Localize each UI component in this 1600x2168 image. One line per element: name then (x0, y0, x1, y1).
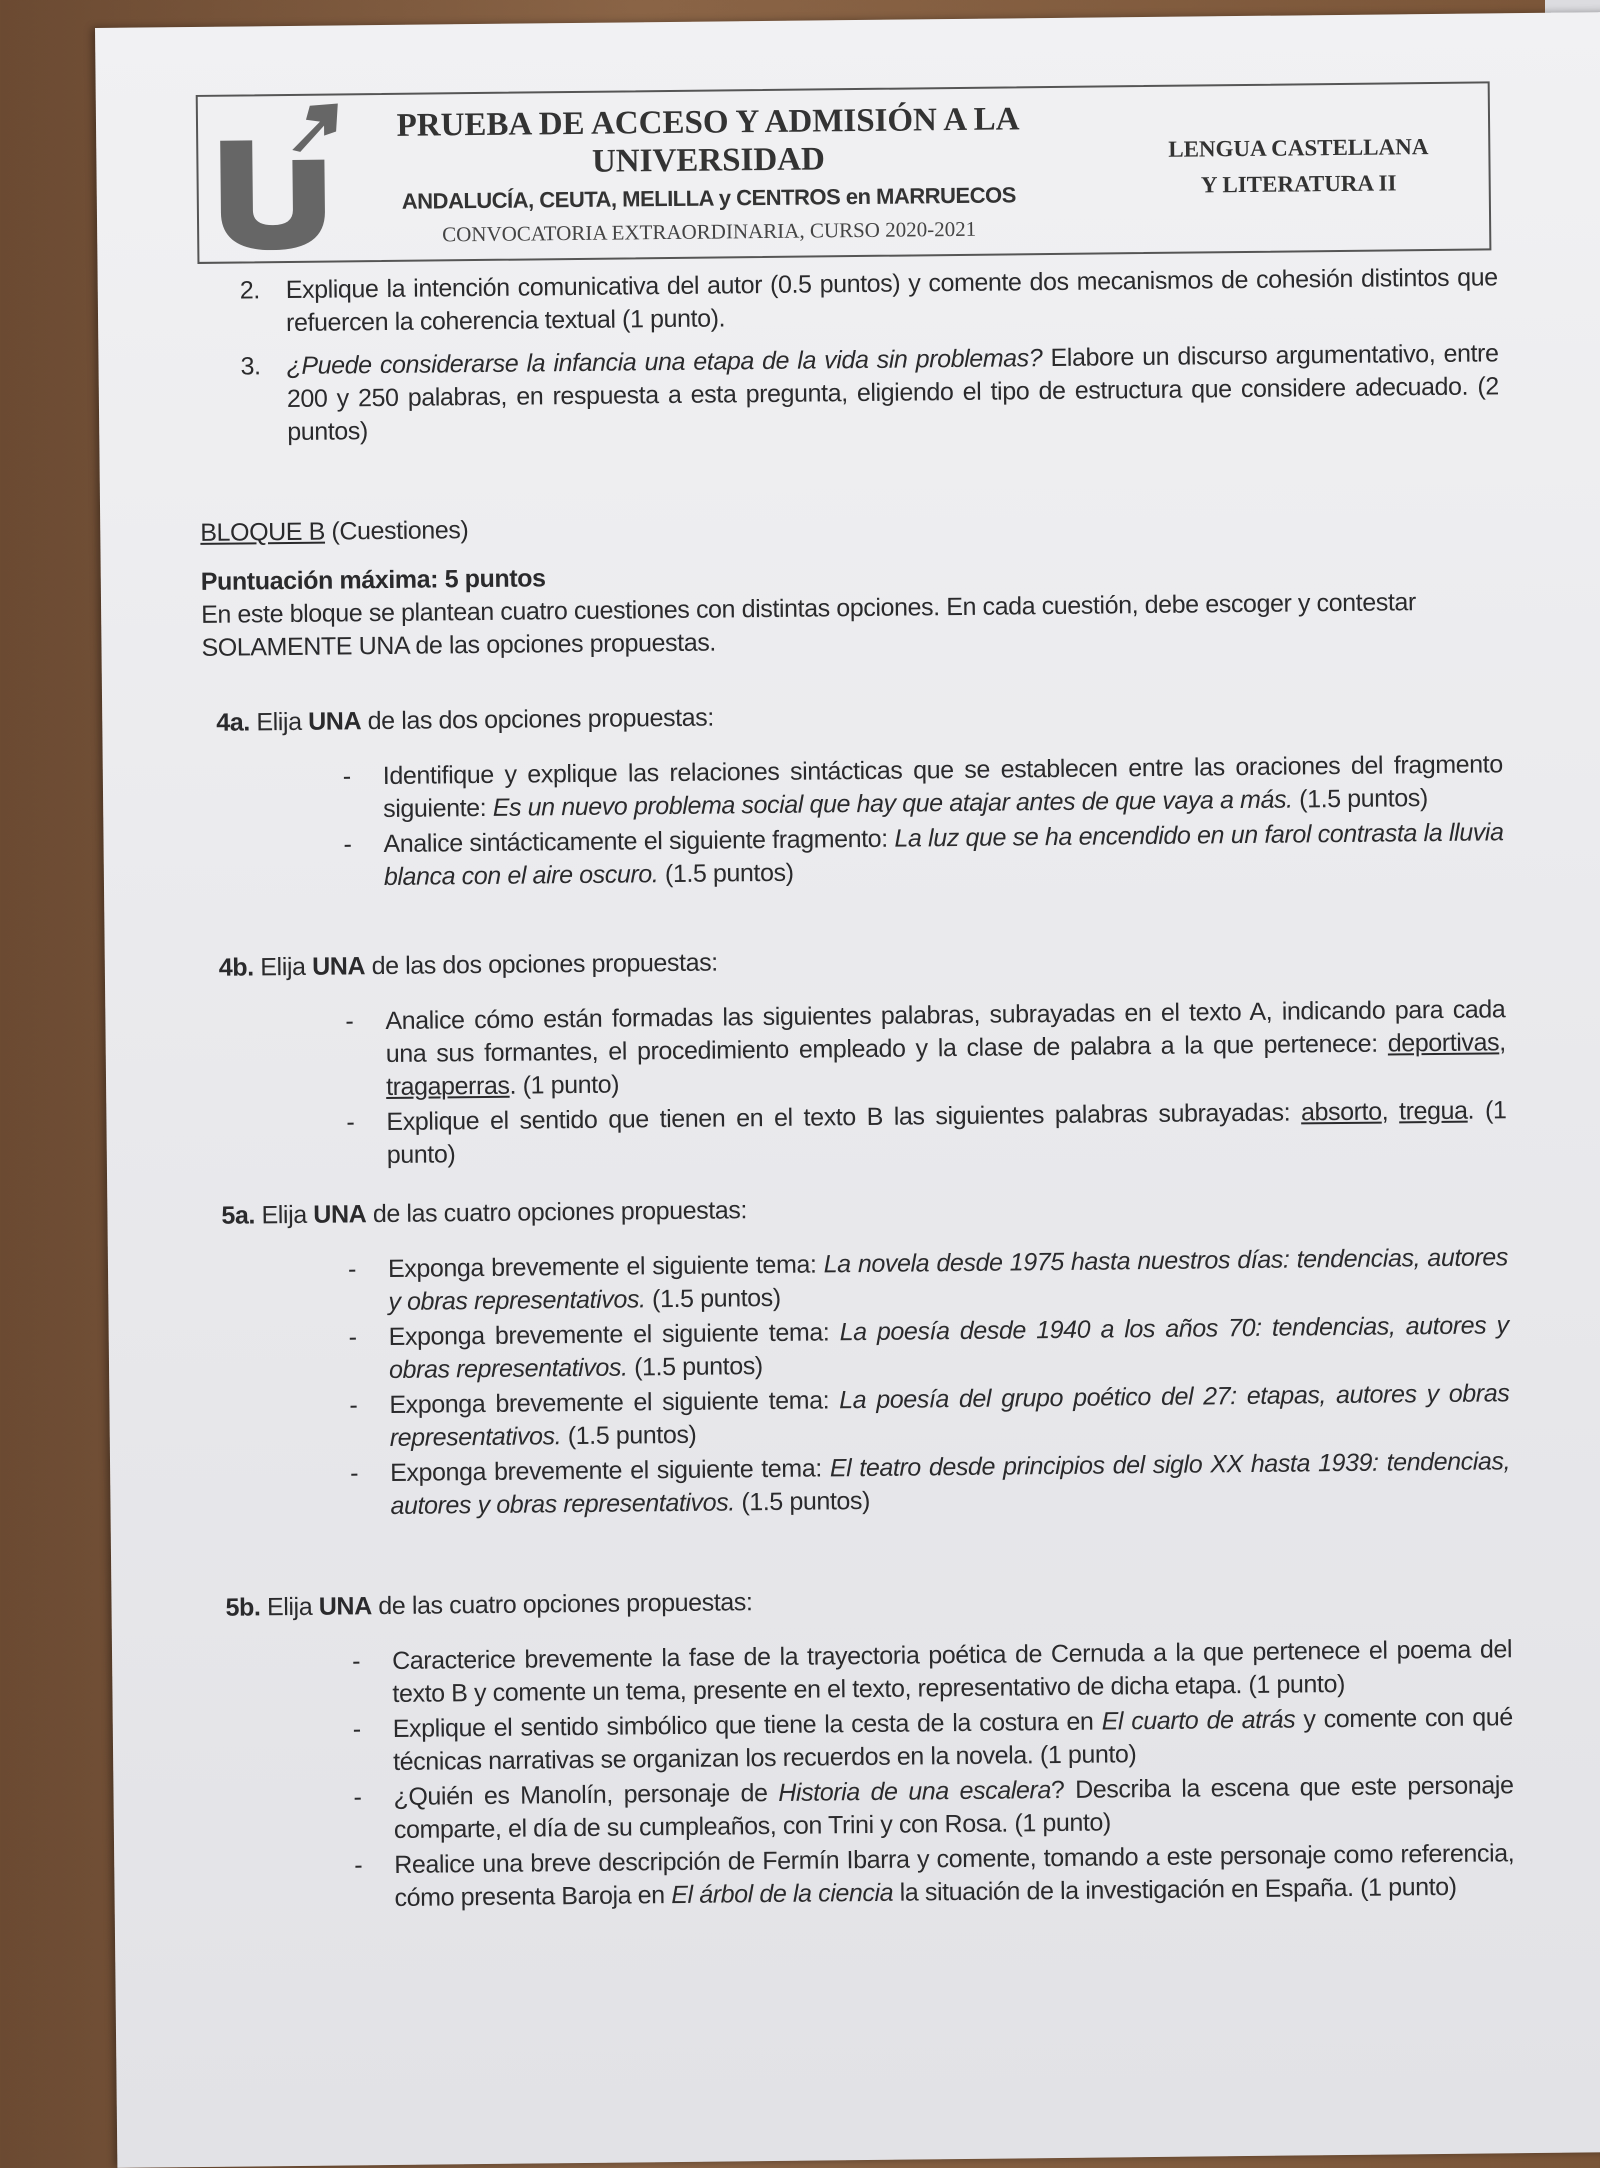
italic-text: ¿Puede considerarse la infancia una etapa de la vida sin problemas? (286, 344, 1043, 381)
convocatoria-text: CONVOCATORIA EXTRAORDINARIA, CURSO 2020-2021 (442, 216, 977, 247)
dash-bullet: - (348, 1323, 357, 1352)
cuestion-number: 5b. (225, 1593, 261, 1622)
dash-bullet: - (349, 1391, 358, 1420)
dash-bullet: - (354, 1851, 363, 1880)
option-text (385, 995, 1506, 1101)
option-text (394, 1839, 1514, 1912)
text-run: Exponga brevemente el siguiente tema: (390, 1454, 831, 1487)
cuestion-heading (211, 1578, 1511, 1625)
text-run: Exponga brevemente el siguiente tema: (387, 1250, 824, 1283)
option-item (206, 1094, 1507, 1174)
bloque-a-questions (198, 261, 1500, 450)
cuestion-number: 4b. (218, 953, 254, 982)
option-text (389, 1311, 1509, 1384)
option-text (383, 818, 1503, 891)
italic-text: La luz que se ha encendido en un farol contrasta la lluvia blanca con el aire oscuro. (383, 818, 1504, 892)
exam-header (196, 81, 1492, 264)
dash-bullet: - (347, 1255, 357, 1284)
cuestion-5b (211, 1578, 1514, 1919)
text-run: Identifique y explique las relaciones sintácticas que se establecen entre las oraciones del fragmento siguiente: (382, 750, 1503, 824)
dash-bullet: - (352, 1715, 361, 1744)
dash-bullet: - (350, 1459, 359, 1488)
subject-name (1128, 129, 1469, 205)
italic-text: El árbol de la ciencia (671, 1878, 894, 1910)
dash-bullet: - (345, 1007, 354, 1036)
text-run: Elabore un discurso argumentativo, entre 200 y 250 palabras, en respuesta a esta pregunta, eligiendo el tipo de estructura que considere adecuado. (2 puntos) (286, 339, 1499, 447)
dash-bullet: - (353, 1783, 362, 1812)
text-run: Explique el sentido simbólico que tiene la cesta de la costura en (392, 1707, 1102, 1743)
option-item (214, 1837, 1515, 1917)
una-emphasis: UNA (318, 1592, 372, 1621)
text-run: Realice una breve descripción de Fermín Ibarra y comente, tomando a este personaje como referencia, cómo presenta Baroja en (394, 1839, 1515, 1912)
text-run: Analice sintácticamente el siguiente fragmento: (383, 824, 895, 859)
cuestion-text: de las dos opciones propuestas: (364, 948, 718, 981)
question-3 (198, 337, 1499, 450)
option-item (205, 993, 1506, 1106)
bloque-b-intro: En este bloque se plantean cuatro cuestiones con distintas opciones. En cada cuestión, debe escoger y contestar SOLAMENTE UNA de las opciones propuestas. (201, 588, 1416, 662)
option-item (213, 1701, 1514, 1781)
italic-text: El teatro desde principios del siglo XX hasta 1939: tendencias, autores y obras representativos. (390, 1447, 1511, 1520)
title-line-2: UNIVERSIDAD (591, 141, 826, 180)
text-run: (1.5 puntos) (627, 1352, 763, 1382)
subject-line-1: LENGUA CASTELLANA (1168, 134, 1429, 162)
text-run: (1.5 puntos) (1292, 784, 1428, 814)
italic-text: Historia de una escalera (778, 1776, 1052, 1807)
text-run: la situación de la investigación en España. (1 punto) (893, 1872, 1457, 1907)
italic-text: Es un nuevo problema social que hay que atajar antes de que vaya a más. (492, 785, 1293, 822)
option-item (203, 748, 1504, 828)
exam-title (368, 100, 1049, 183)
una-emphasis: UNA (311, 952, 366, 981)
option-item (210, 1445, 1511, 1525)
region-text: ANDALUCÍA, CEUTA, MELILLA y CENTROS en MARRUECOS (401, 182, 1016, 214)
underlined-word: deportivas (1387, 1028, 1500, 1058)
text-run: , (1381, 1097, 1400, 1126)
text-run: Analice cómo están formadas las siguientes palabras, subrayadas en el texto A, indicando para cada una sus formantes, el procedimiento empleado y la clase de palabra a la que pertenece: (385, 995, 1506, 1069)
underlined-word: tragaperras (385, 1071, 510, 1102)
text-run: (1.5 puntos) (645, 1283, 781, 1314)
text-run: . (1 punto) (509, 1070, 620, 1100)
text-run: (1.5 puntos) (561, 1420, 697, 1451)
option-text (389, 1379, 1509, 1452)
text-run: (1.5 puntos) (734, 1486, 871, 1517)
option-text (393, 1771, 1513, 1844)
question-number: 3. (240, 352, 261, 381)
text-run: Exponga brevemente el siguiente tema: (389, 1386, 840, 1419)
bloque-b-heading (200, 503, 1500, 550)
bloque-b-subtitle: (Cuestiones) (324, 516, 469, 546)
cuestion-heading (207, 1186, 1507, 1233)
option-item (213, 1769, 1514, 1849)
exam-page (95, 12, 1600, 2168)
dash-bullet: - (343, 830, 352, 859)
cuestion-5a (207, 1186, 1510, 1527)
cuestion-text: de las dos opciones propuestas: (361, 703, 714, 736)
option-text (393, 1703, 1513, 1776)
italic-text: La poesía desde 1940 a los años 70: tendencias, autores y obras representativos. (388, 1311, 1509, 1384)
cuestion-heading (202, 693, 1502, 740)
option-text (383, 750, 1503, 823)
option-item (208, 1241, 1509, 1321)
italic-text: La poesía del grupo poético del 27: etapas, autores y obras representativos. (389, 1379, 1510, 1452)
question-text (286, 263, 1498, 337)
cuestion-4b (205, 938, 1507, 1176)
text-run: y comente con qué técnicas narrativas se organizan los recuerdos en la novela. (1 punto) (393, 1703, 1513, 1776)
cuestion-number: 4a. (216, 708, 250, 737)
cuestion-text: de las cuatro opciones propuestas: (371, 1588, 753, 1621)
option-text (386, 1096, 1506, 1169)
text-run: ¿Quién es Manolín, personaje de (393, 1778, 779, 1811)
underlined-word: tregua (1398, 1096, 1468, 1126)
text-run: (1.5 puntos) (658, 858, 794, 889)
option-item (209, 1309, 1510, 1389)
text-run: ? Describa la escena que este personaje comparte, el día de su cumpleaños, con Trini y con Rosa. (1 punto) (393, 1771, 1514, 1844)
bloque-b-title: BLOQUE B (200, 517, 326, 547)
title-line-1: PRUEBA DE ACCESO Y ADMISIÓN A LA (396, 101, 1020, 144)
cuestion-text: Elija (253, 952, 313, 982)
cuestion-text: Elija (260, 1592, 319, 1622)
cuestion-heading (205, 938, 1505, 985)
text-run: Explique el sentido que tienen en el texto B las siguientes palabras subrayadas: (386, 1098, 1302, 1137)
question-text (286, 339, 1499, 446)
text-run: . (1 punto) (386, 1096, 1507, 1170)
cuestion-text: de las cuatro opciones propuestas: (366, 1196, 748, 1229)
max-score: Puntuación máxima: 5 puntos (200, 564, 546, 596)
option-text (390, 1447, 1510, 1520)
cuestion-text: Elija (249, 707, 309, 737)
dash-bullet: - (342, 762, 351, 791)
dash-bullet: - (346, 1108, 355, 1137)
option-text (392, 1635, 1512, 1708)
text-run: Caracterice brevemente la fase de la trayectoria poética de Cernuda a la que pertenece el poema del texto B y comente un tema, presente en el texto, representativo de dicha etapa. (1 punto) (391, 1635, 1513, 1708)
cuestion-number: 5a. (221, 1201, 256, 1230)
option-item (212, 1633, 1513, 1713)
option-item (203, 816, 1504, 896)
question-number: 2. (239, 276, 260, 305)
option-text (388, 1243, 1508, 1316)
university-logo (210, 99, 342, 250)
text-run: Exponga brevemente el siguiente tema: (388, 1318, 840, 1351)
question-2 (198, 261, 1499, 341)
cuestion-4a (202, 693, 1504, 898)
subject-line-2: Y LITERATURA II (1200, 170, 1397, 198)
text-run: Explique la intención comunicativa del autor (0.5 puntos) y comente dos mecanismos de cohesión distintos que refuercen la coherencia textual (1 punto). (285, 263, 1498, 338)
italic-text: El cuarto de atrás (1101, 1705, 1296, 1736)
option-item (209, 1377, 1510, 1457)
italic-text: La novela desde 1975 hasta nuestros días: tendencias, autores y obras representativos. (388, 1243, 1509, 1316)
bloque-b (200, 503, 1501, 665)
cuestion-text: Elija (254, 1200, 314, 1230)
una-emphasis: UNA (308, 707, 362, 736)
una-emphasis: UNA (313, 1200, 367, 1229)
underlined-word: absorto (1300, 1097, 1382, 1127)
text-run: , (1499, 1028, 1506, 1057)
dash-bullet: - (351, 1647, 361, 1676)
